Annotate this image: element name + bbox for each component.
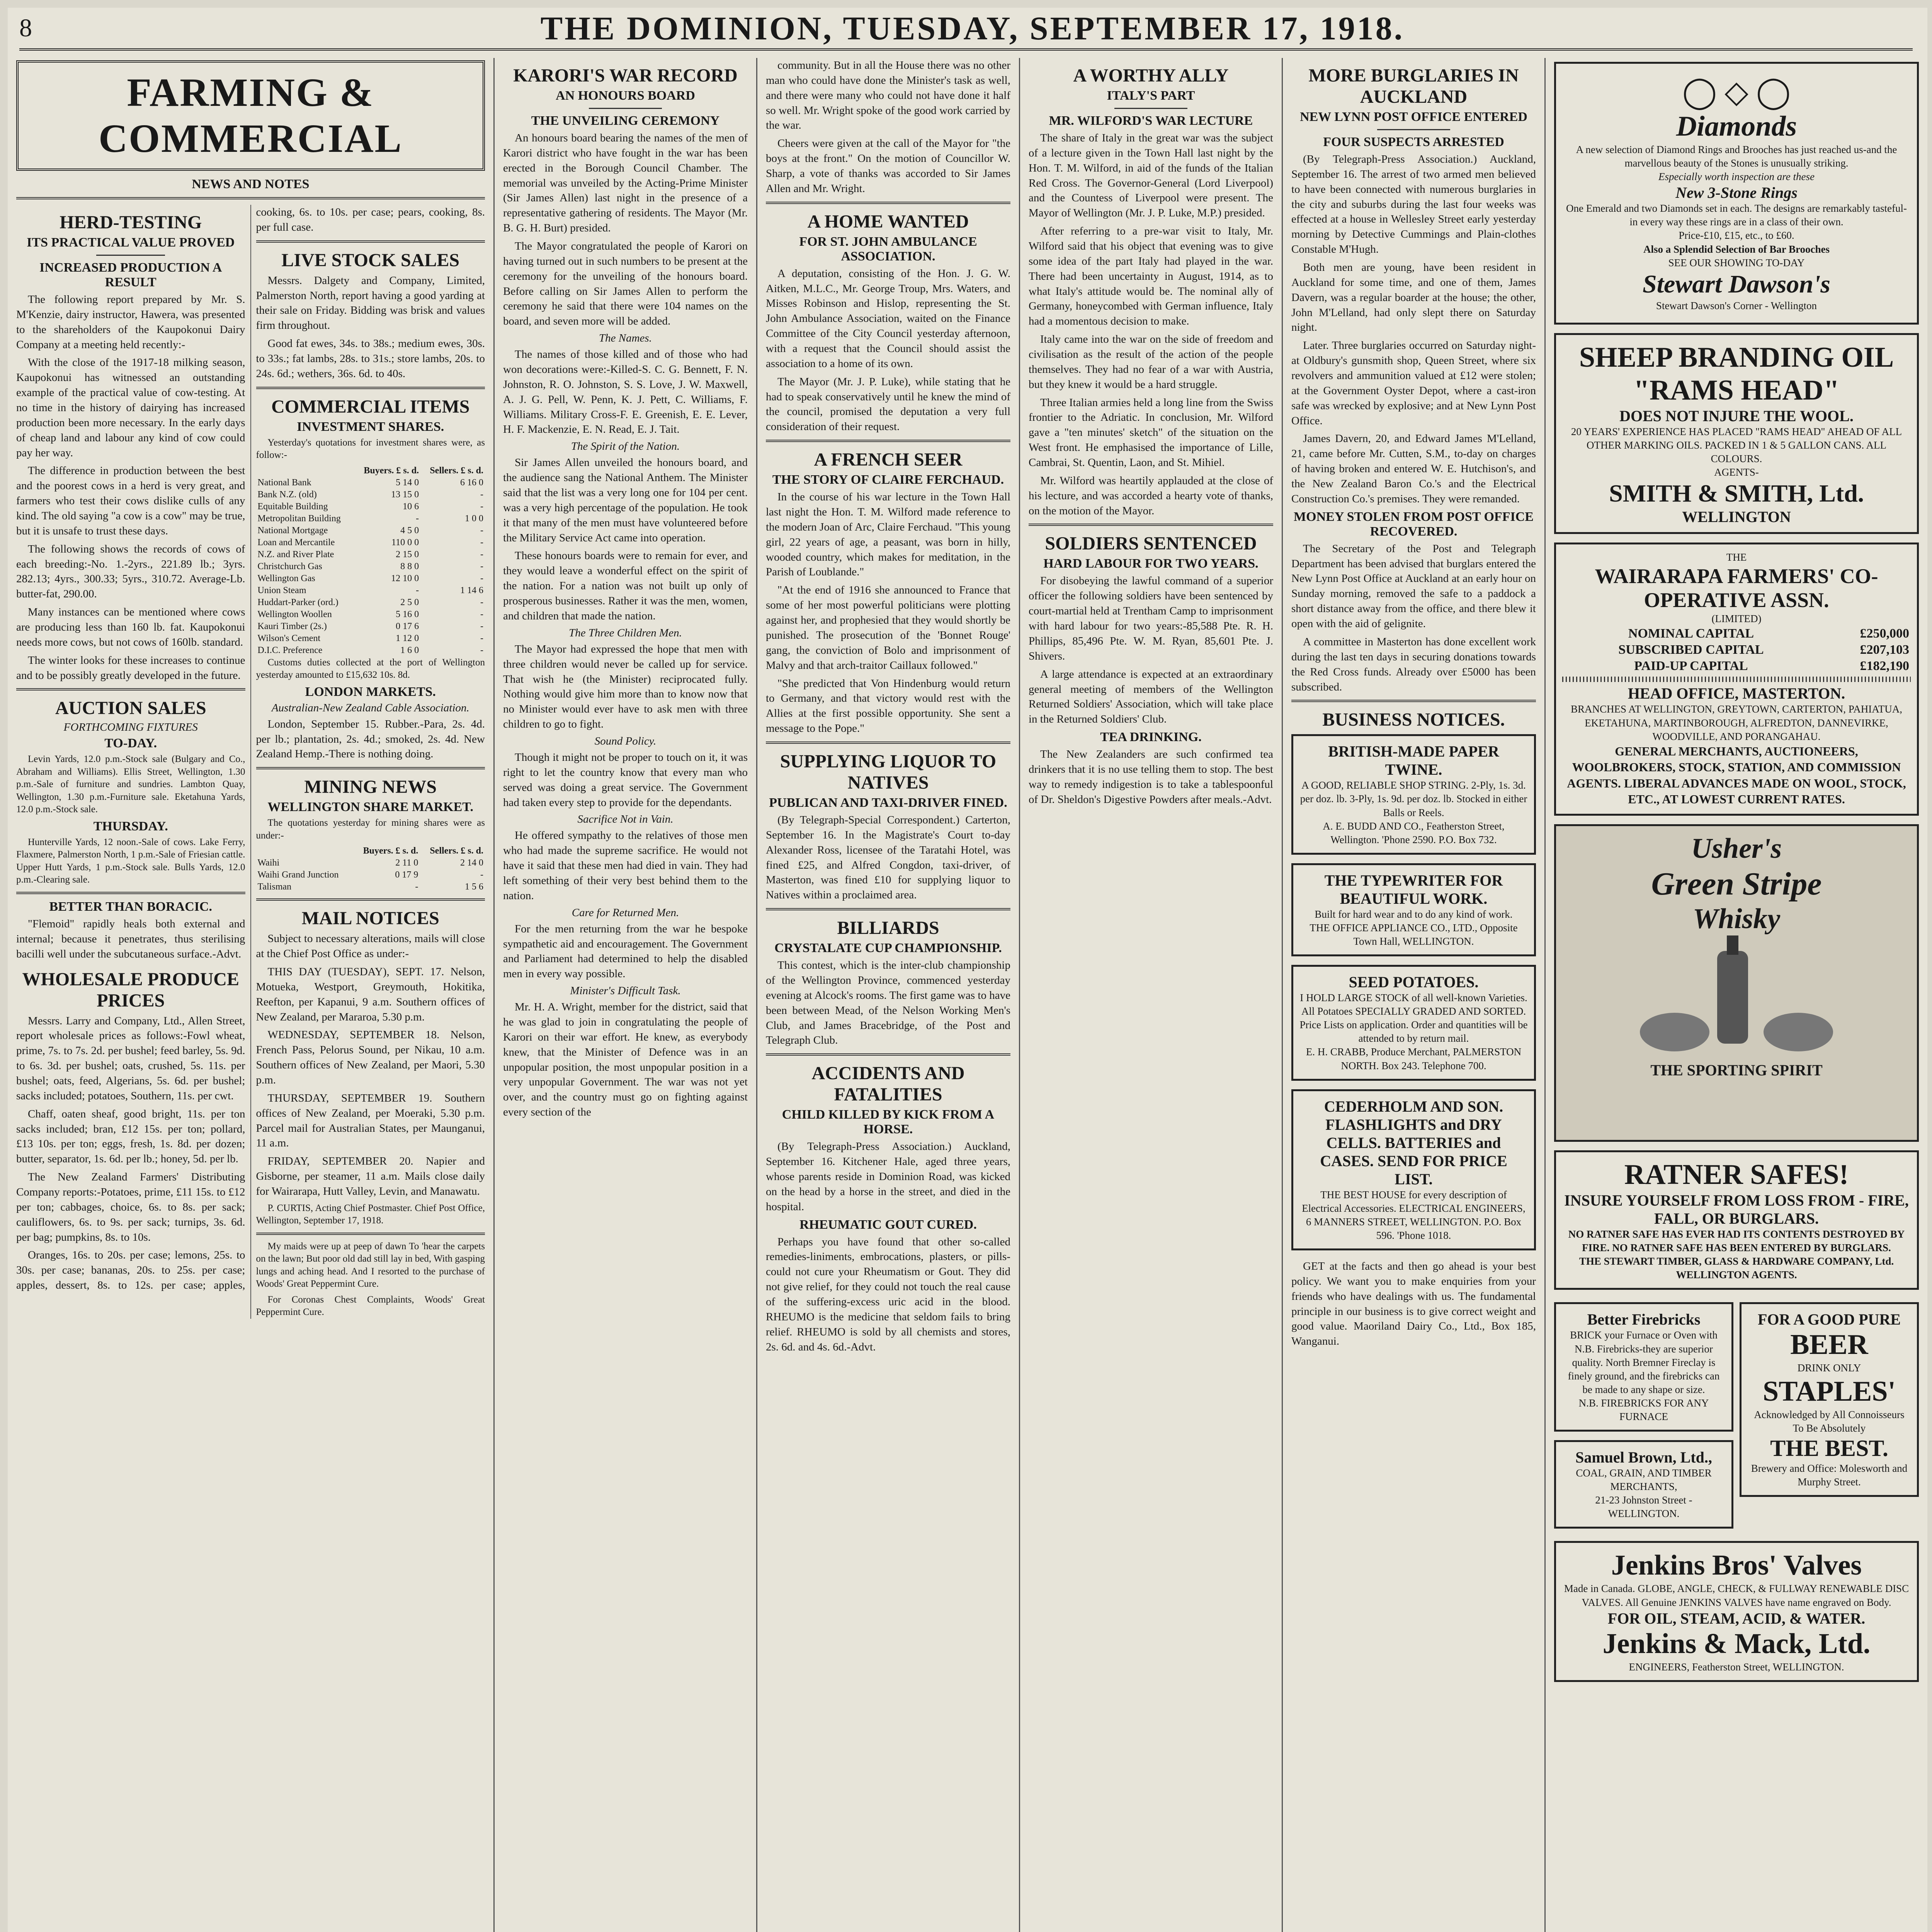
herd-testing-headline: HERD-TESTING: [60, 212, 202, 233]
typewriter-ad: [1291, 863, 1536, 956]
mining-headline: MINING NEWS: [304, 777, 437, 798]
diamonds-price: Price-£10, £15, etc., to £60.: [1679, 230, 1794, 242]
investment-row: [256, 633, 485, 645]
investment-row: [256, 501, 485, 513]
soldiers-headline: SOLDIERS SENTENCED: [1045, 533, 1257, 554]
usher-spirit: THE SPORTING SPIRIT: [1650, 1061, 1823, 1079]
wfc-branches: BRANCHES AT WELLINGTON, GREYTOWN, CARTERTON, PAHIATUA, EKETAHUNA, MARTINBOROUGH, ALFREDTON, DANNEVIRKE, WOODVILLE, AND PORANGAHAU.: [1570, 703, 1903, 742]
whisky-ad: [1554, 824, 1919, 1142]
karori-continued: community. But in all the House there was no other man who could have done the Minister's task as well, and there were many who could not have done it half so well. Mr. Wright spoke of the good work carried by the war.: [766, 59, 1010, 132]
table-cell: -: [480, 573, 483, 583]
table-cell: -: [416, 585, 419, 595]
section-banner: FARMING & COMMERCIAL: [16, 60, 485, 171]
seed-text: I HOLD LARGE STOCK of all well-known Varieties. All Potatoes SPECIALLY GRADED AND SORTED. Price Lists on application. Order and quantities will be attended to by return mail.: [1299, 992, 1528, 1044]
investment-row: [256, 561, 485, 573]
diamonds-see: SEE OUR SHOWING TO-DAY: [1668, 257, 1805, 269]
brown-title: Samuel Brown, Ltd.,: [1575, 1449, 1712, 1466]
table-cell: Equitable Building: [257, 501, 328, 512]
table-cell: -: [480, 525, 483, 536]
table-cell: -: [480, 501, 483, 512]
investment-row: [256, 621, 485, 633]
karori-para: Sir James Allen unveiled the honours board, and the audience sang the National Anthem. The Minister said that the list was a very long one for 104 per cent. was a very high percentage of the population. He took it that many of the men must have volunteered before the Military Service Act came into operation.: [503, 456, 748, 544]
table-cell: 1 0 0: [465, 513, 483, 524]
seed-company: E. H. CRABB, Produce Merchant, PALMERSTON NORTH. Box 243. Telephone 700.: [1306, 1046, 1522, 1071]
billiards-sub: CRYSTALATE CUP CHAMPIONSHIP.: [774, 941, 1002, 956]
karori-sub1: AN HONOURS BOARD: [556, 88, 695, 103]
accidents-headline: ACCIDENTS AND FATALITIES: [811, 1063, 965, 1105]
seed-title: SEED POTATOES.: [1349, 973, 1479, 991]
capital-row: [1562, 626, 1911, 642]
worthy-ally-para: After referring to a pre-war visit to Italy, Mr. Wilford said that his object that evening was to give some idea of the part Italy had played in the war. There had been uncertainty in August, 1914, as to what Italy's attitude would be. The nominal ally of Germany, honeycombed with German influence, Italy had a momentous decision to make.: [1029, 225, 1273, 328]
tea-para: The New Zealanders are such confirmed tea drinkers that it is no use telling them to stop. The best way to remedy indigestion is to take a tablespoonful of Dr. Sheldon's Digestive Powders after meals.-Advt.: [1029, 748, 1273, 806]
table-cell: 1 5 6: [465, 882, 483, 892]
masthead-title: THE DOMINION, TUESDAY, SEPTEMBER 17, 1918.: [540, 9, 1405, 47]
ratner-ad: [1554, 1150, 1919, 1290]
worthy-ally-para: Italy came into the war on the side of freedom and civilisation as the result of the action of the people themselves. They had no fear of a war with Austria, but they knew it would be a hard struggle.: [1029, 333, 1273, 391]
brown-address: 21-23 Johnston Street - WELLINGTON.: [1595, 1494, 1692, 1520]
table-cell: Huddart-Parker (ord.): [257, 597, 338, 607]
table-cell: Talisman: [257, 882, 292, 892]
table-cell: 5 14 0: [396, 477, 419, 488]
herd-testing-para: The winter looks for these increases to continue and to be possibly greatly developed in the future.: [16, 654, 245, 682]
sheep-oil-ad: [1554, 333, 1919, 534]
burglaries-headline: MORE BURGLARIES IN AUCKLAND: [1308, 65, 1519, 107]
karori-para: The Mayor congratulated the people of Karori on having turned out in such numbers to be present at the ceremony for the unveiling of the honours board. Before calling on Sir James Allen to perform the ceremony he said that there were 104 names on the board, and seven more will be added.: [503, 240, 748, 328]
herd-testing-para: The following shows the records of cows of each breeding:-No. 1.-2yrs., 221.89 lb.; 3yrs. 282.13; 4yrs., 300.33; 5yrs., 310.72. Average-Lb. butter-fat, 290.00.: [16, 543, 245, 600]
table-cell: 2 5 0: [400, 597, 419, 607]
table-header: [256, 845, 353, 857]
jenkins-company: Jenkins & Mack, Ltd.: [1602, 1628, 1871, 1660]
investment-row: [256, 585, 485, 597]
boracic-para: "Flemoid" rapidly heals both external and internal; because it penetrates, thus sterilising bacilli well under the subcutaneous surface.-Advt.: [16, 917, 245, 960]
table-cell: Wellington Woollen: [257, 609, 332, 619]
herd-testing-sub1: ITS PRACTICAL VALUE PROVED: [27, 235, 235, 250]
investment-row: [256, 525, 485, 537]
london-para: London, September 15. Rubber.-Para, 2s. 4d. per lb.; plantation, 2s. 4d.; smoked, 2s. 4d. New Zealand Hemp.-There is nothing doing.: [256, 718, 485, 760]
table-cell: £182,190: [1860, 659, 1909, 673]
table-cell: -: [480, 489, 483, 500]
burglaries-para: (By Telegraph-Press Association.) Auckland, September 16. The arrest of two armed men believed to have been connected with numerous burglaries in the city and suburbs during the last four weeks was effected at a house in Wellesley Street early yesterday morning by Detective Cummings and Plain-clothes Constable M'Hugh.: [1291, 153, 1536, 256]
jenkins-uses: FOR OIL, STEAM, ACID, & WATER.: [1607, 1609, 1866, 1627]
karori-subhead: Sacrifice Not in Vain.: [577, 813, 673, 826]
table-cell: 110 0 0: [391, 537, 419, 548]
table-cell: 2 11 0: [395, 858, 418, 868]
table-cell: 1 6 0: [400, 645, 419, 655]
worthy-ally-para: Mr. Wilford was heartily applauded at the close of his lecture, and was accorded a hearty vote of thanks, on the motion of the Mayor.: [1029, 474, 1273, 517]
jenkins-title: Jenkins Bros' Valves: [1611, 1549, 1862, 1582]
french-seer-para: In the course of his war lecture in the Town Hall last night the Hon. T. M. Wilford made reference to the modern Joan of Arc, Claire Ferchaud. "This young girl, 22 years of age, a peasant, was born in hilly, wooded country, which makes for meditation, in the Parish of Loublande.": [766, 491, 1010, 578]
table-cell: 10 6: [403, 501, 419, 512]
karori-para: These honours boards were to remain for ever, and they would leave a wonderful effect on the spirit of the nation. For a nation was not built up only of prosperous businesses. Rather it was the men, women, and children that made the nation.: [503, 549, 748, 622]
burglaries-sub1: NEW LYNN POST OFFICE ENTERED: [1300, 110, 1527, 124]
liquor-sub: PUBLICAN AND TAXI-DRIVER FINED.: [769, 795, 1007, 810]
investment-row: [256, 549, 485, 561]
beer-top: FOR A GOOD PURE: [1757, 1311, 1901, 1328]
diamonds-title: Diamonds: [1676, 111, 1797, 142]
boracic-headline: BETTER THAN BORACIC.: [49, 899, 213, 914]
table-cell: Loan and Mercantile: [257, 537, 335, 548]
produce-para: The New Zealand Farmers' Distributing Company reports:-Potatoes, prime, £11 15s. to £12 per ton; cabbages, choice, 6s. to 8s. per sack; cauliflowers, 6s. to 9s. per sack; turnips, 3s. 6d. per bag; pumpkins, 8s. to 10s.: [16, 1171, 245, 1243]
investment-row: [256, 513, 485, 525]
table-cell: 4 5 0: [400, 525, 419, 536]
money-stolen-headline: MONEY STOLEN FROM POST OFFICE RECOVERED.: [1294, 509, 1534, 539]
staples-name: STAPLES': [1762, 1375, 1896, 1407]
twine-company: A. E. BUDD AND CO., Featherston Street, Wellington. 'Phone 2590. P.O. Box 732.: [1323, 820, 1505, 845]
burglaries-para: Later. Three burglaries occurred on Saturday night-at Oldbury's gunsmith shop, Queen Street, where six revolvers and ammunition valued at £12 were stolen; at the Government Oyster Depot, where a cast-iron safe was wrecked by explosive; and at New Lynn Post Office.: [1291, 339, 1536, 427]
london-sub: Australian-New Zealand Cable Association.: [271, 701, 469, 714]
karori-para: Mr. H. A. Wright, member for the district, said that he was glad to join in congratulating the people of Karori on their war effort. He knew, as everybody knew, that the Minister of Defence was in an unpopular position, the most unpopular position in a very unpopular Government. The war was not yet over, and the country must go on fighting against every section of the: [503, 1001, 748, 1119]
table-cell: -: [480, 870, 483, 880]
diamonds-note: Especially worth inspection are these: [1658, 171, 1815, 183]
fire-company: N.B. FIREBRICKS FOR ANY FURNACE: [1578, 1397, 1709, 1422]
produce-para: Messrs. Larry and Company, Ltd., Allen Street, report wholesale prices as follows:-Fowl wheat, prime, 7s. to 7s. 2d. per bushel; feed barley, 5s. 9d. to 6s. 3d. per bushel; oats, crushed, 5s. 11s. per bushel; oats, feed, Algerians, 5s. 6d. per bushel; sacks included; potatoes, Southern, 11s. per cwt.: [16, 1014, 245, 1102]
auction-list: Levin Yards, 12.0 p.m.-Stock sale (Bulgary and Co., Abraham and Williams). Ellis Street, Wellington, 1.30 p.m.-Sale of furniture and sundries. Lambton Quay, Wellington, 1.30 p.m.-Furniture sale. Eketahuna Yards, 12.0 p.m.-Stock sale.: [16, 754, 245, 815]
business-notices-headline: BUSINESS NOTICES.: [1322, 709, 1505, 730]
wfc-capital-table: [1562, 626, 1911, 674]
auction-thursday: THURSDAY.: [93, 819, 168, 833]
mail-para: THURSDAY, SEPTEMBER 19. Southern offices of New Zealand, per Moeraki, 5.30 p.m. Parcel mail for Australian States, per Maunganui, 11 a.m.: [256, 1092, 485, 1150]
staples-beer-ad: [1740, 1302, 1919, 1497]
facts-para: GET at the facts and then go ahead is your best policy. We want you to make enquiries from your friends who have dealings with us. The fundamental principle in our business is to give correct weight and good value. Maoriland Dairy Co., Ltd., Box 185, Wanganui.: [1291, 1260, 1536, 1348]
column-5: [1283, 58, 1546, 1932]
burglaries-para: Both men are young, have been resident in Auckland for some time, and one of them, James Davern, was a regular boarder at the house; the other, John M'Lelland, had only slept there on Saturday night.: [1291, 261, 1536, 334]
home-wanted-headline: A HOME WANTED: [807, 211, 969, 232]
soldiers-para: A large attendance is expected at an extraordinary general meeting of members of the Wellington Returned Soldiers' Association, which will take place in the Returned Soldiers' Club.: [1029, 668, 1273, 726]
french-seer-para: "At the end of 1916 she announced to France that some of her most powerful politicians were plotting against her, and prophesied that they would shortly be punished. The prosecution of the 'Bonnet Rouge' gang, the conviction of Bolo and imprisonment of Malvy and that arch-traitor Caillaux followed.": [766, 584, 1010, 672]
table-header: Buyers. £ s. d.: [363, 846, 418, 856]
auction-today: TO-DAY.: [104, 736, 157, 751]
cederholm-ad: [1291, 1089, 1536, 1250]
accidents-para: (By Telegraph-Press Association.) Auckland, September 16. Kitchener Hale, aged three years, whose parents reside in Dominion Road, was kicked on the head by a horse in the street, and died in the hospital.: [766, 1140, 1010, 1213]
investment-intro: Yesterday's quotations for investment shares were, as follow:-: [256, 437, 485, 461]
wfc-title: WAIRARAPA FARMERS' CO-OPERATIVE ASSN.: [1595, 565, 1878, 612]
home-wanted-para: The Mayor (Mr. J. P. Luke), while stating that he had to speak conservatively until he knew the mind of the council, promised the deputation a very full consideration of their request.: [766, 375, 1010, 433]
auction-sales-headline: AUCTION SALES: [55, 698, 206, 719]
table-header: Buyers. £ s. d.: [364, 465, 419, 476]
karori-subhead: The Three Children Men.: [569, 626, 682, 639]
french-seer-para: "She predicted that Von Hindenburg would return to Germany, and that victory would rest with the Allies at the first possible opportunity. She sent a message to the Pope.": [766, 677, 1010, 735]
column-4: [1020, 58, 1283, 1932]
karori-para: An honours board bearing the names of the men of Karori district who have fought in the war has been erected in the Borough Council Chamber. The memorial was unveiled by the Acting-Prime Minister (Sir James Allen) last night in the presence of a representative gathering of residents. The Mayor (Mr. B. G. H. Burt) presided.: [503, 132, 748, 235]
table-cell: Wellington Gas: [257, 573, 315, 583]
mail-para: Subject to necessary alterations, mails will close at the Chief Post Office as under:-: [256, 932, 485, 960]
produce-para: Oranges, 16s. to 20s. per case; lemons, 25s. to 30s. per case; bananas, 20s. to 25s. per case; apples, dessert, 8s. to 12s. per case; apples, cooking, 6s. to 10s. per case; pears, cooking, 8s. per full case.: [16, 206, 485, 1292]
investment-headline: INVESTMENT SHARES.: [297, 419, 444, 434]
mining-row: [256, 869, 485, 881]
sheep-title: SHEEP BRANDING OIL: [1579, 341, 1894, 373]
capital-row: [1562, 642, 1911, 658]
wfc-the: THE: [1726, 551, 1747, 563]
beer-ack: Acknowledged by All Connoisseurs To Be Absolutely: [1754, 1408, 1905, 1434]
table-cell: Metropolitan Building: [257, 513, 341, 524]
worthy-ally-sub1: ITALY'S PART: [1107, 88, 1195, 103]
table-cell: 6 16 0: [460, 477, 483, 488]
investment-row: [256, 609, 485, 621]
karori-subhead: Minister's Difficult Task.: [570, 985, 681, 997]
table-cell: 1 12 0: [396, 633, 419, 643]
burglaries-para: James Davern, 20, and Edward James M'Lelland, 21, came before Mr. Cutten, S.M., to-day on charges of having broken and entered W. E. Hutchison's, and the New Zealand Baron Co.'s and the Electrical Construction Co.'s premises. They were remanded.: [1291, 432, 1536, 505]
table-cell: -: [480, 633, 483, 643]
diamonds-rings: New 3-Stone Rings: [1675, 184, 1798, 202]
wfc-limited: (LIMITED): [1711, 613, 1762, 625]
table-cell: 8 8 0: [400, 561, 419, 571]
home-wanted-sub: FOR ST. JOHN AMBULANCE ASSOCIATION.: [799, 234, 977, 264]
money-stolen-para: A committee in Masterton has done excellent work during the last ten days in securing donations towards the Red Cross funds. Already over £5000 has been subscribed.: [1291, 635, 1536, 693]
table-cell: -: [480, 561, 483, 571]
fire-title: Better Firebricks: [1587, 1311, 1701, 1328]
table-cell: 5 16 0: [396, 609, 419, 619]
customs-note: Customs duties collected at the port of Wellington yesterday amounted to £15,632 10s. 8d.: [256, 657, 485, 680]
wfc-trades: GENERAL MERCHANTS, AUCTIONEERS, WOOLBROKERS, STOCK, STATION, AND COMMISSION AGENTS. LIBERAL ADVANCES MADE ON WOOL, STOCK, ETC., AT LOWEST CURRENT RATES.: [1567, 744, 1906, 806]
jenkins-ad: [1554, 1541, 1919, 1682]
produce-prices-headline: WHOLESALE PRODUCE PRICES: [22, 969, 239, 1011]
tea-headline: TEA DRINKING.: [1100, 730, 1202, 745]
table-header: Sellers. £ s. d.: [430, 465, 483, 476]
farming-commercial-section: [8, 58, 495, 1932]
worthy-ally-sub2: MR. WILFORD'S WAR LECTURE: [1049, 114, 1253, 128]
table-cell: National Mortgage: [257, 525, 328, 536]
billiards-para: This contest, which is the inter-club championship of the Wellington Province, commenced yesterday evening at Alcock's rooms. The first game was to have been between Mead, of the Nelson Working Men's Club, and James Bracebridge, of the Post and Telegraph Club.: [766, 959, 1010, 1047]
ratner-title: RATNER SAFES!: [1624, 1159, 1849, 1191]
table-cell: Bank N.Z. (old): [257, 489, 317, 500]
samuel-brown-ad: [1554, 1440, 1733, 1529]
brown-sub: COAL, GRAIN, AND TIMBER MERCHANTS,: [1576, 1467, 1712, 1493]
advertisements-column: [1546, 58, 1927, 1932]
table-cell: PAID-UP CAPITAL: [1634, 659, 1748, 673]
table-cell: SUBSCRIBED CAPITAL: [1618, 643, 1764, 657]
beer-drink: DRINK ONLY: [1797, 1362, 1861, 1374]
twine-title: BRITISH-MADE PAPER TWINE.: [1328, 743, 1499, 779]
sheep-text: 20 YEARS' EXPERIENCE HAS PLACED "RAMS HEAD" AHEAD OF ALL OTHER MARKING OILS. PACKED IN 1 & 5 GALLON CANS. ALL COLOURS.: [1571, 425, 1902, 465]
table-cell: Wilson's Cement: [257, 633, 321, 643]
table-cell: 0 17 6: [396, 621, 419, 631]
karori-para: He offered sympathy to the relatives of those men who had made the supreme sacrifice. He would not have it said that these men had died in vain. They had left something of their very best behind them to the nation.: [503, 829, 748, 902]
diamonds-text2: One Emerald and two Diamonds set in each. The designs are remarkably tasteful-in every way these rings are in a class of their own.: [1566, 202, 1907, 228]
investment-row: [256, 537, 485, 549]
masthead: [19, 8, 1913, 51]
verse-ad: My maids were up at peep of dawn To 'hear the carpets on the lawn; But poor old dad still lay in bed, With gasping lungs and aching head. And I resorted to the purchase of Woods' Great Peppermint Cure.: [256, 1241, 485, 1289]
gout-headline: RHEUMATIC GOUT CURED.: [799, 1217, 977, 1232]
auction-sales-sub: FORTHCOMING FIXTURES: [63, 721, 198, 734]
livestock-para: Good fat ewes, 34s. to 38s.; medium ewes, 30s. to 33s.; fat lambs, 28s. to 31s.; store lambs, 20s. to 24s. 6d.; wethers, 36s. 6d. to 40s.: [256, 337, 485, 380]
soldiers-para: For disobeying the lawful command of a superior officer the following soldiers have been sentenced by court-martial held at Trentham Camp to imprisonment with hard labour for two years:-85,588 Pte. R. H. Phillips, 85,496 Pte. W. M. Ryan, 85,601 Pte. J. Shivers.: [1029, 575, 1273, 662]
mining-table: [256, 845, 485, 893]
twine-text: A GOOD, RELIABLE SHOP STRING. 2-Ply, 1s. 3d. per doz. lb. 3-Ply, 1s. 9d. per doz. lb. Stocked in either Balls or Reels.: [1300, 779, 1527, 818]
column-3: [757, 58, 1020, 1932]
wairarapa-ad: [1554, 543, 1919, 816]
usher-name: Usher's: [1691, 833, 1782, 865]
herd-testing-sub2: INCREASED PRODUCTION A RESULT: [39, 260, 222, 289]
karori-sub2: THE UNVEILING CEREMONY: [531, 114, 720, 128]
dawson-address: Stewart Dawson's Corner - Wellington: [1656, 299, 1817, 311]
herd-testing-para: Many instances can be mentioned where cows are producing less than 160 lb. fat. Kaupokonui needs more cows, but not cows of 160lb. standard.: [16, 606, 245, 648]
diamonds-ad: [1554, 62, 1919, 325]
accidents-sub: CHILD KILLED BY KICK FROM A HORSE.: [782, 1107, 995, 1137]
karori-para: For the men returning from the war he bespoke sympathetic aid and encouragement. The Government and Parliament had determined to help the disabled men in every way possible.: [503, 922, 748, 980]
table-cell: -: [480, 549, 483, 560]
diamonds-also: Also a Splendid Selection of Bar Brooches: [1643, 243, 1830, 255]
mining-sub: WELLINGTON SHARE MARKET.: [267, 800, 473, 815]
mail-notices-headline: MAIL NOTICES: [301, 908, 439, 929]
cederholm-title: CEDERHOLM AND SON. FLASHLIGHTS and DRY CELLS. BATTERIES and CASES. SEND FOR PRICE LIST.: [1320, 1097, 1507, 1188]
table-cell: National Bank: [257, 477, 311, 488]
karori-subhead: The Names.: [599, 332, 652, 345]
jenkins-text: Made in Canada. GLOBE, ANGLE, CHECK, & FULLWAY RENEWABLE DISC VALVES. All Genuine JENKINS VALVES have name engraved on Body.: [1564, 1583, 1909, 1608]
diamonds-text: A new selection of Diamond Rings and Brooches has just reached us-and the marvellous beauty of the Stones is unusually striking.: [1576, 144, 1897, 169]
worthy-ally-headline: A WORTHY ALLY: [1073, 65, 1229, 86]
table-cell: £207,103: [1860, 643, 1909, 657]
billiards-headline: BILLIARDS: [837, 918, 939, 939]
table-cell: -: [480, 621, 483, 631]
gout-para: Perhaps you have found that other so-called remedies-liniments, embrocations, plasters, or pills-could not cure your Rheumatism or Gout. They did not give relief, for they could not touch the real cause of the suffering-excess uric acid in the blood. RHEUMO is the medicine that seldom fails to bring relief. RHEUMO is sold by all chemists and stores, 2s. 6d. and 4s. 6d.-Advt.: [766, 1235, 1010, 1353]
french-seer-sub: THE STORY OF CLAIRE FERCHAUD.: [772, 473, 1004, 487]
table-cell: -: [480, 597, 483, 607]
worthy-ally-para: Three Italian armies held a long line from the Swiss frontier to the Adriatic. In conclusion, Mr. Wilford gave a "ten minutes' sketch" of the situation on the West front. He emphasised the importance of Lille, Cambrai, St. Quentin, Laon, and St. Mihiel.: [1029, 396, 1273, 469]
ratner-sub: INSURE YOURSELF FROM LOSS FROM - FIRE, FALL, OR BURGLARS.: [1564, 1192, 1909, 1228]
seed-potatoes-ad: [1291, 965, 1536, 1081]
wfc-office: HEAD OFFICE, MASTERTON.: [1628, 685, 1845, 702]
money-stolen-para: The Secretary of the Post and Telegraph Department has been advised that burglars entered the New Lynn Post Office at Auckland at an early hour on Sunday morning, removed the safe to a paddock a short distance away from the office, and there blew it open with the aid of gelignite.: [1291, 542, 1536, 630]
london-headline: LONDON MARKETS.: [305, 684, 436, 699]
sheep-agents: AGENTS-: [1714, 466, 1759, 478]
mining-row: [256, 881, 485, 893]
investment-row: [256, 573, 485, 585]
karori-para: The Mayor had expressed the hope that men with three children would never be called up for service. That wish he (the Minister) reciprocated fully. Nothing would give him more than to know now that no Minister would ever have to ask men with three children to go to fight.: [503, 643, 748, 731]
karori-continued: Cheers were given at the call of the Mayor for "the boys at the front." On the motion of Councillor W. Sharp, a vote of thanks was accorded to Sir James Allen and Mr. Wright.: [766, 137, 1010, 195]
mail-para: WEDNESDAY, SEPTEMBER 18. Nelson, French Pass, Pelorus Sound, per Nikau, 10 a.m. Southern offices of New Zealand, per Maori, 5.30 p.m.: [256, 1029, 485, 1087]
table-cell: -: [480, 645, 483, 655]
table-cell: Waihi Grand Junction: [257, 870, 339, 880]
table-cell: 12 10 0: [391, 573, 419, 583]
smith-name: SMITH & SMITH, Ltd.: [1609, 480, 1864, 507]
table-cell: £250,000: [1860, 626, 1909, 641]
cederholm-text: THE BEST HOUSE for every description of Electrical Accessories. ELECTRICAL ENGINEERS, 6 MANNERS STREET, WELLINGTON. P.O. Box 596. 'Phone 1018.: [1302, 1189, 1526, 1241]
mail-para: THIS DAY (TUESDAY), SEPT. 17. Nelson, Motueka, Westport, Greymouth, Hokitika, Reefton, per Kapanui, 9 a.m. Southern offices of New Zealand, per Mararoa, 5.30 p.m.: [256, 966, 485, 1023]
karori-subhead: The Spirit of the Nation.: [571, 440, 680, 453]
liquor-headline: SUPPLYING LIQUOR TO NATIVES: [780, 751, 997, 793]
herd-testing-para: The difference in production between the best and the poorest cows in a herd is very great, and farmers who test their cows dislike culls of any kind. The old saying "a cow is a cow" may be true, but it is unsafe to trust these days.: [16, 464, 245, 537]
table-cell: Union Steam: [257, 585, 306, 595]
mail-para: FRIDAY, SEPTEMBER 20. Napier and Gisborne, per steamer, 11 a.m. Mails close daily for Wairarapa, Hutt Valley, Levin, and Manawatu.: [256, 1155, 485, 1198]
ratner-text: NO RATNER SAFE HAS EVER HAD ITS CONTENTS DESTROYED BY FIRE. NO RATNER SAFE HAS BEEN ENTERED BY BURGLARS.: [1568, 1228, 1905, 1254]
worthy-ally-para: The share of Italy in the great war was the subject of a lecture given in the Town Hall last night by the Hon. T. M. Wilford, in aid of the funds of the Italian Red Cross. The Governor-General (Lord Liverpool) and the Countess of Liverpool were present. The Mayor of Wellington (Mr. J. P. Luke, M.P.) presided.: [1029, 132, 1273, 219]
beer-big: BEER: [1790, 1329, 1868, 1361]
table-cell: Waihi: [257, 858, 280, 868]
produce-para: Chaff, oaten sheaf, good bright, 11s. per ton sacks included; bran, £12 15s. per ton; pollard, £13 10s. per ton; eggs, fresh, 1s. 8d. per dozen; butter, separator, 1s. 6d. per lb.; honey, 5d. per lb.: [16, 1107, 245, 1165]
news-notes-heading: NEWS AND NOTES: [192, 177, 310, 191]
investment-table: [256, 465, 485, 656]
burglaries-sub2: FOUR SUSPECTS ARRESTED: [1323, 135, 1504, 149]
typewriter-company: THE OFFICE APPLIANCE CO., LTD., Opposite Town Hall, WELLINGTON.: [1310, 922, 1518, 947]
table-cell: -: [416, 513, 419, 524]
table-cell: 0 17 9: [395, 870, 418, 880]
ring-icon: ◯ ◇ ◯: [1682, 75, 1791, 109]
table-cell: 13 15 0: [391, 489, 419, 500]
herd-testing-para: The following report prepared by Mr. S. M'Kenzie, dairy instructor, Hawera, was presented to the shareholders of the Kaupokonui Dairy Company at a meeting held recently:-: [16, 293, 245, 351]
investment-row: [256, 489, 485, 501]
table-header: [256, 465, 354, 477]
table-cell: Kauri Timber (2s.): [257, 621, 327, 631]
sheep-name: "RAMS HEAD": [1633, 374, 1840, 406]
soldiers-sub: HARD LABOUR FOR TWO YEARS.: [1043, 556, 1259, 571]
karori-subhead: Care for Returned Men.: [571, 906, 679, 919]
table-cell: NOMINAL CAPITAL: [1628, 626, 1754, 641]
karori-column: [495, 58, 757, 1932]
table-cell: -: [480, 537, 483, 548]
commercial-headline: COMMERCIAL ITEMS: [271, 396, 470, 417]
mining-para: The quotations yesterday for mining shares were as under:-: [256, 818, 485, 841]
ratner-company: THE STEWART TIMBER, GLASS & HARDWARE COMPANY, Ltd. WELLINGTON AGENTS.: [1579, 1255, 1894, 1281]
table-cell: 1 14 6: [460, 585, 483, 595]
usher-whisky: Whisky: [1692, 903, 1781, 935]
karori-subhead: Sound Policy.: [594, 735, 656, 747]
auction-list: Hunterville Yards, 12 noon.-Sale of cows. Lake Ferry, Flaxmere, Palmerston North, 1 p.m.-Sale of Friesian cattle. Upper Hutt Yards, 1 p.m.-Stock sale. Bulls Yards, 12.0 p.m.-Clearing sale.: [16, 837, 245, 885]
twine-ad: [1291, 734, 1536, 854]
smith-city: WELLINGTON: [1682, 508, 1791, 526]
livestock-headline: LIVE STOCK SALES: [281, 250, 460, 270]
table-cell: -: [480, 609, 483, 619]
verse-note: For Coronas Chest Complaints, Woods' Great Peppermint Cure.: [256, 1294, 485, 1318]
french-seer-headline: A FRENCH SEER: [814, 449, 963, 470]
table-cell: 2 15 0: [396, 549, 419, 560]
table-cell: N.Z. and River Plate: [257, 549, 334, 560]
investment-row: [256, 477, 485, 489]
karori-headline: KARORI'S WAR RECORD: [513, 65, 738, 86]
beer-address: Brewery and Office: Molesworth and Murphy Street.: [1751, 1462, 1908, 1488]
dawson-name: Stewart Dawson's: [1643, 270, 1830, 298]
usher-brand: Green Stripe: [1651, 866, 1822, 902]
table-cell: D.I.C. Preference: [257, 645, 323, 655]
typewriter-text: Built for hard wear and to do any kind of work.: [1315, 908, 1513, 920]
mail-sign: P. CURTIS, Acting Chief Postmaster. Chief Post Office, Wellington, September 17, 1918.: [256, 1202, 485, 1226]
table-header: Sellers. £ s. d.: [430, 846, 483, 856]
table-cell: 2 14 0: [460, 858, 483, 868]
herd-testing-para: With the close of the 1917-18 milking season, Kaupokonui has witnessed an outstanding example of the practical value of cow-testing. At no time in the history of dairying has increased production been more necessary. In the early days of cheap land and labour any kind of cow could pay her way.: [16, 356, 245, 459]
home-wanted-para: A deputation, consisting of the Hon. J. G. W. Aitken, M.L.C., Mr. George Troup, Mrs. Waters, and Misses Robinson and Hislop, representing the St. John Ambulance Association, waited on the Finance Committee of the City Council yesterday afternoon, with a request that the Council should assist the association to a home of its own.: [766, 267, 1010, 370]
investment-row: [256, 597, 485, 609]
newspaper-page: [8, 8, 1927, 1932]
karori-para: Though it might not be proper to touch on it, it was right to let the country know that every man who served was doing a great service. The Government had taken every step to provide for the dependants.: [503, 751, 748, 809]
investment-row: [256, 645, 485, 656]
typewriter-title: THE TYPEWRITER FOR BEAUTIFUL WORK.: [1324, 871, 1503, 907]
mining-row: [256, 857, 485, 869]
sheep-note: DOES NOT INJURE THE WOOL.: [1619, 407, 1854, 425]
livestock-para: Messrs. Dalgety and Company, Limited, Palmerston North, report having a good yarding at their sale on Friday. Bidding was brisk and values firm throughout.: [256, 274, 485, 332]
beer-best: THE BEST.: [1770, 1435, 1888, 1461]
liquor-para: (By Telegraph-Special Correspondent.) Carterton, September 16. In the Magistrate's Court to-day Alexander Ross, licensee of the Taratahi Hotel, was fined £25, and Alfred Congdon, taxi-driver, of Masterton, was fined £10 for supplying liquor to Natives within a proclaimed area.: [766, 813, 1010, 901]
table-cell: Christchurch Gas: [257, 561, 322, 571]
karori-para: The names of those killed and of those who had won decorations were:-Killed-S. C. G. Bennett, F. N. Johnston, R. O. Johnston, S. S. Love, J. W. Maxwell, A. J. G. Pell, W. Penn, K. J. Pett, C. Williams, F. Williams. Military Cross-F. E. Greenish, E. E. Lever, H. F. Mackenzie, E. N. Read, E. J. Tait.: [503, 348, 748, 436]
table-cell: -: [415, 882, 418, 892]
capital-row: [1562, 658, 1911, 674]
firebricks-ad: [1554, 1302, 1733, 1432]
whisky-illustration: [1628, 935, 1845, 1059]
page-number: 8: [19, 14, 32, 42]
jenkins-address: ENGINEERS, Featherston Street, WELLINGTON.: [1629, 1661, 1844, 1673]
fire-text: BRICK your Furnace or Oven with N.B. Firebricks-they are superior quality. North Bremner Fireclay is finely ground, and the firebricks can be made to any shape or size.: [1568, 1329, 1720, 1395]
